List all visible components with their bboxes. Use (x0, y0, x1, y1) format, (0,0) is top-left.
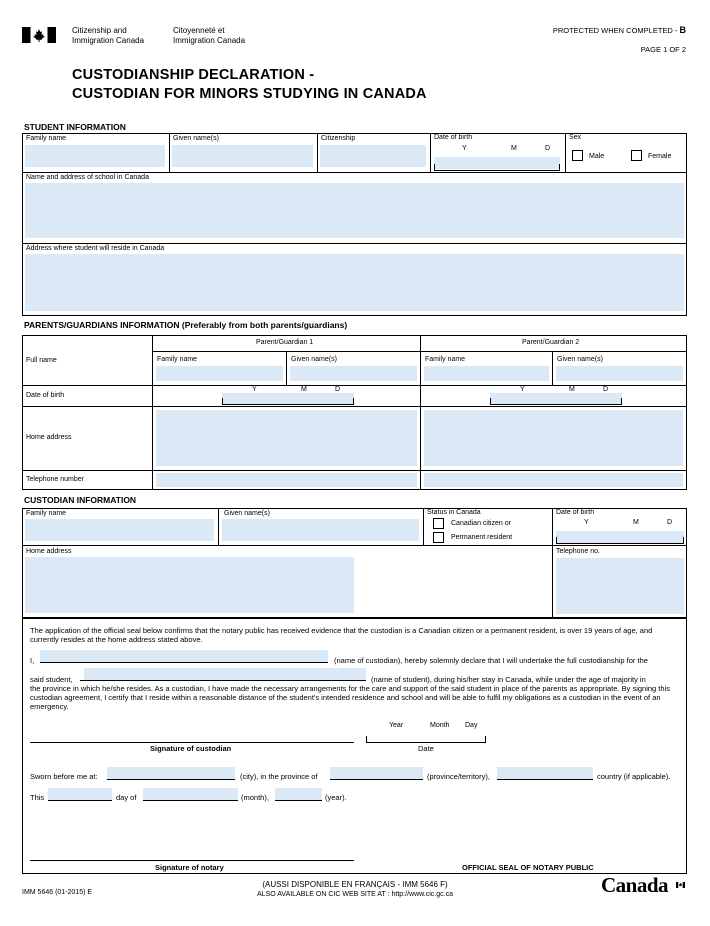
sworn-month-input[interactable] (143, 788, 238, 800)
sworn-label: Sworn before me at: (30, 772, 98, 781)
custodian-dob-y: Y (584, 519, 589, 526)
sworn-day-input[interactable] (48, 788, 112, 800)
footer-center (200, 880, 510, 899)
g1-dob-ticks (222, 398, 354, 405)
department-name-en: Citizenship and Immigration Canada (72, 26, 145, 45)
month-text-label: (month), (241, 793, 269, 802)
g1-dob-d: D (335, 386, 341, 393)
signature-notary-label: Signature of notary (155, 863, 224, 872)
wordmark-flag-icon (676, 875, 685, 881)
residence-label: Address where student will reside in Canada (26, 245, 165, 252)
sworn-province-input[interactable] (330, 767, 423, 779)
signature-custodian-line[interactable] (30, 742, 354, 743)
name-of-custodian-text: (name of custodian), hereby solemnly declare that I will undertake the full custodianship for the (334, 656, 648, 665)
male-checkbox[interactable] (572, 150, 583, 161)
student-section-heading: STUDENT INFORMATION (24, 122, 126, 132)
female-label: Female (648, 153, 672, 160)
g2-given-names-input[interactable] (556, 366, 683, 381)
g2-family-name-input[interactable] (424, 366, 549, 381)
form-title: CUSTODIANSHIP DECLARATION - CUSTODIAN FOR MINORS STUDYING IN CANADA (72, 67, 427, 102)
custodian-section-heading: CUSTODIAN INFORMATION (24, 495, 137, 505)
sworn-country-input[interactable] (497, 767, 593, 779)
said-student-label: said student, (30, 675, 73, 684)
city-label: (city), in the province of (240, 772, 318, 781)
sworn-year-input[interactable] (275, 788, 322, 800)
female-checkbox[interactable] (631, 150, 642, 161)
custodian-given-names-input[interactable] (222, 519, 419, 541)
student-dob-label: Date of birth (434, 134, 473, 141)
guardian1-heading: Parent/Guardian 1 (256, 339, 314, 346)
guardian2-heading: Parent/Guardian 2 (522, 339, 580, 346)
declaration-body: the province in which he/she resides. As a custodian, I have made the necessary arrangements for the care and support of the said student in place of the parents as appropriate. By signing this custodian agreement, I certify that I reside within a reasonable distance of the student's intended residence and school and will be able to fulfil my obligations as a custodian in the event of an emergency. (30, 684, 670, 711)
custodian-dob-label: Date of birth (556, 509, 595, 516)
g2-dob-y: Y (520, 386, 525, 393)
footer-fr-line: (AUSSI DISPONIBLE EN FRANÇAIS - IMM 5646 F) (262, 880, 448, 889)
custodian-dob-d: D (667, 519, 673, 526)
g1-telephone-input[interactable] (156, 473, 417, 487)
custodian-name-input[interactable] (40, 650, 328, 662)
canadian-citizen-label: Canadian citizen or (451, 520, 511, 527)
student-name-input[interactable] (84, 668, 366, 680)
declaration-intro: The application of the official seal below confirms that the notary public has received evidence that the custodian is a Canadian citizen or a permanent resident, is over 19 years of age, and currently resides at the home address stated above. (30, 626, 653, 644)
student-sex-label: Sex (569, 134, 582, 141)
canadian-citizen-checkbox[interactable] (433, 518, 444, 529)
g2-given-names-label: Given name(s) (557, 356, 603, 363)
signature-custodian-label: Signature of custodian (150, 744, 232, 753)
custodian-telephone-label: Telephone no. (556, 548, 600, 555)
custodian-status-label: Status in Canada (427, 509, 481, 516)
canada-wordmark: Canada (601, 873, 669, 897)
form-id: IMM 5646 (01-2015) E (22, 889, 93, 896)
province-label: (province/territory), (427, 772, 490, 781)
custodian-home-address-input[interactable] (25, 557, 354, 613)
canada-flag-icon (22, 27, 56, 43)
student-family-name-label: Family name (26, 135, 67, 142)
permanent-resident-checkbox[interactable] (433, 532, 444, 543)
school-input[interactable] (25, 183, 684, 238)
day-of-label: day of (116, 793, 137, 802)
student-family-name-input[interactable] (25, 145, 165, 167)
residence-input[interactable] (25, 254, 684, 311)
year-label: Year (389, 722, 404, 729)
g2-home-address-input[interactable] (424, 410, 683, 466)
this-label: This (30, 793, 45, 802)
g1-family-name-label: Family name (157, 356, 198, 363)
custodian-family-name-input[interactable] (25, 519, 214, 541)
school-label: Name and address of school in Canada (26, 174, 149, 181)
parents-home-address-label: Home address (26, 434, 72, 441)
g2-family-name-label: Family name (425, 356, 466, 363)
dob-d-label: D (545, 145, 551, 152)
month-label: Month (430, 722, 450, 729)
sworn-city-input[interactable] (107, 767, 235, 779)
page-number: PAGE 1 OF 2 (640, 45, 686, 54)
official-seal-label: OFFICIAL SEAL OF NOTARY PUBLIC (462, 863, 594, 872)
student-given-names-label: Given name(s) (173, 135, 219, 142)
dob-y-label: Y (462, 145, 467, 152)
protected-label: PROTECTED WHEN COMPLETED - B (552, 25, 686, 35)
custodian-home-address-label: Home address (26, 548, 72, 555)
g2-telephone-input[interactable] (424, 473, 683, 487)
g1-family-name-input[interactable] (156, 366, 283, 381)
permanent-resident-label: Permanent resident (451, 534, 513, 541)
g1-dob-y: Y (252, 386, 257, 393)
parents-dob-label: Date of birth (26, 392, 65, 399)
department-name-fr: Citoyenneté et Immigration Canada (173, 26, 246, 45)
custodian-family-name-label: Family name (26, 510, 67, 517)
year-text-label: (year). (325, 793, 347, 802)
student-citizenship-input[interactable] (320, 145, 426, 167)
student-citizenship-label: Citizenship (321, 135, 356, 142)
day-label: Day (465, 722, 478, 729)
full-name-label: Full name (26, 357, 57, 364)
name-of-student-text: (name of student), during his/her stay in Canada, while under the age of majority in (371, 675, 646, 684)
g2-dob-m: M (569, 386, 575, 393)
student-dob-ticks (434, 164, 560, 171)
custodian-given-names-label: Given name(s) (224, 510, 270, 517)
date-label: Date (418, 744, 434, 753)
g1-dob-m: M (301, 386, 307, 393)
dob-m-label: M (511, 145, 517, 152)
student-given-names-input[interactable] (172, 145, 313, 167)
g2-dob-d: D (603, 386, 609, 393)
signature-date-ticks[interactable] (366, 736, 486, 743)
country-label: country (if applicable). (597, 772, 671, 781)
custodian-dob-ticks (556, 537, 684, 544)
g2-dob-ticks (490, 398, 622, 405)
g1-given-names-input[interactable] (290, 366, 417, 381)
custodian-telephone-input[interactable] (556, 558, 684, 614)
parents-telephone-label: Telephone number (26, 476, 84, 483)
parents-section-heading: PARENTS/GUARDIANS INFORMATION (Preferably from both parents/guardians) (24, 320, 348, 330)
footer-web-line: ALSO AVAILABLE ON CIC WEB SITE AT : http://www.cic.gc.ca (257, 891, 453, 898)
g1-home-address-input[interactable] (156, 410, 417, 466)
custodian-dob-m: M (633, 519, 639, 526)
g1-given-names-label: Given name(s) (291, 356, 337, 363)
signature-notary-line[interactable] (30, 860, 354, 861)
i-label: I, (30, 656, 35, 665)
male-label: Male (589, 153, 605, 160)
